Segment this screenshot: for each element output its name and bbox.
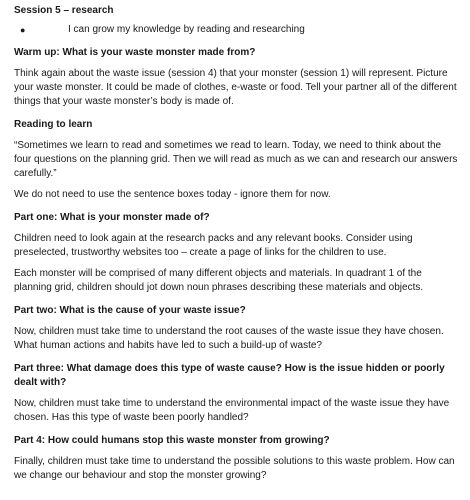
part-one-heading: Part one: What is your monster made of? xyxy=(14,212,210,223)
warmup-heading: Warm up: What is your waste monster made from? xyxy=(14,47,256,58)
objective-bullet xyxy=(14,23,458,37)
part-two-text: Now, children must take time to understand the root causes of the waste issue they have chosen. What human actions and habits have led to such a build-up of waste? xyxy=(14,326,444,351)
bullet-icon: ● xyxy=(20,25,26,35)
part-one-text-1: Children need to look again at the research packs and any relevant books. Consider using preselected, trustworthy websites too – create a page of links for the children to use. xyxy=(14,233,413,258)
warmup-text: Think again about the waste issue (session 4) that your monster (session 1) will represent. Picture your waste monster. It could be made of clothes, e-waste or food. Tell your partner all of the different things that your waste monster’s body is made of. xyxy=(14,68,457,107)
part-four-heading: Part 4: How could humans stop this waste monster from growing? xyxy=(14,435,330,446)
part-three-heading: Part three: What damage does this type of waste cause? How is the issue hidden or poorly dealt with? xyxy=(14,363,445,388)
reading-quote: “Sometimes we learn to read and sometimes we read to learn. Today, we need to think about the four questions on the planning grid. Then we will read as much as we can and research our answers carefully.” xyxy=(14,140,458,179)
part-one-text-2: Each monster will be comprised of many different objects and materials. In quadrant 1 of the planning grid, children should jot down noun phrases describing these materials and objects. xyxy=(14,268,424,293)
objective-text: I can grow my knowledge by reading and researching xyxy=(68,24,305,35)
reading-heading: Reading to learn xyxy=(14,119,93,130)
part-four-text: Finally, children must take time to understand the possible solutions to this waste problem. How can we change our behaviour and stop the monster growing? xyxy=(14,456,455,481)
part-two-heading: Part two: What is the cause of your waste issue? xyxy=(14,305,246,316)
part-three-text: Now, children must take time to understand the environmental impact of the waste issue they have chosen. Has this type of waste been poorly handled? xyxy=(14,398,450,423)
session-title: Session 5 – research xyxy=(14,5,114,16)
reading-note: We do not need to use the sentence boxes today - ignore them for now. xyxy=(14,189,331,200)
